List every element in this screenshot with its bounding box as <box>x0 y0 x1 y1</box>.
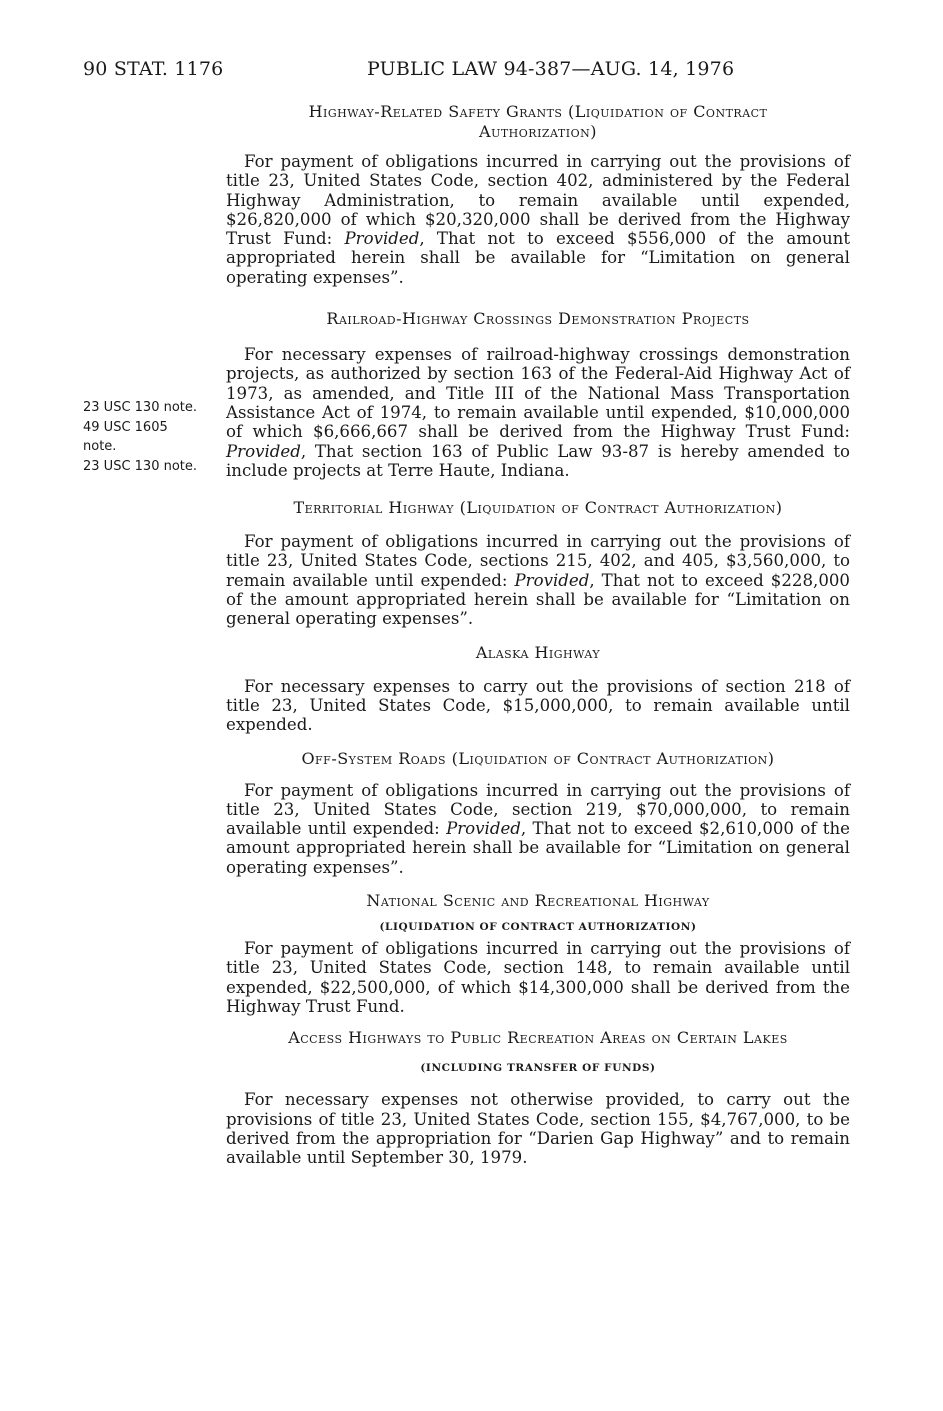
section-off-system-roads <box>226 749 850 877</box>
section-subheading: (LIQUIDATION OF CONTRACT AUTHORIZATION) <box>379 921 697 934</box>
section-railroad-highway-crossings <box>226 309 850 480</box>
section-paragraph: For payment of obligations incurred in carrying out the provisions of title 23, United States Code, sections 215, 402, and 405, $3,560,000, to remain available until expended: Provided, That not to exceed $228,000 of the amount appropriated herein shall be available for “Limitation on general operating expenses”. <box>226 532 850 629</box>
public-law-header: PUBLIC LAW 94-387—AUG. 14, 1976 <box>367 58 735 80</box>
section-heading: Alaska Highway <box>475 642 601 662</box>
section-paragraph: For necessary expenses not otherwise provided, to carry out the provisions of title 23, United States Code, section 155, $4,767,000, to be derived from the appropriation for “Darien Gap Highway” and to remain available until September 30, 1979. <box>226 1090 850 1168</box>
section-highway-related-safety-grants <box>226 102 850 287</box>
section-heading: Territorial Highway (Liquidation of Contract Authorization) <box>293 498 783 518</box>
section-heading: Access Highways to Public Recreation Areas on Certain Lakes <box>288 1028 788 1048</box>
page-stat-reference: 90 STAT. 1176 <box>83 58 224 80</box>
section-paragraph: For payment of obligations incurred in carrying out the provisions of title 23, United States Code, section 148, to remain available until expended, $22,500,000, of which $14,300,000 shall be derived from the Highway Trust Fund. <box>226 939 850 1016</box>
margin-note: 23 USC 130 note. <box>83 458 198 474</box>
section-heading: Railroad-Highway Crossings Demonstration Projects <box>326 309 750 329</box>
margin-note: 23 USC 130 note. <box>83 400 198 415</box>
section-territorial-highway <box>226 498 850 628</box>
section-paragraph: For necessary expenses to carry out the provisions of section 218 of title 23, United States Code, $15,000,000, to remain available until expended. <box>226 676 850 735</box>
section-heading: Off-System Roads (Liquidation of Contract Authorization) <box>301 748 775 768</box>
section-access-highways <box>226 1028 850 1167</box>
document-body <box>226 102 850 1167</box>
section-paragraph: For necessary expenses of railroad-highway crossings demonstration projects, as authorized by section 163 of the Federal-Aid Highway Act of 1973, as amended, and Title III of the National Mass Transportation Assistance Act of 1974, to remain available until expended, $10,000,000 of which $6,666,667 shall be derived from the Highway Trust Fund: Provided, That section 163 of Public Law 93-87 is hereby amended to include projects at Terre Haute, Indiana. <box>226 345 850 480</box>
section-subheading: (INCLUDING TRANSFER OF FUNDS) <box>420 1062 656 1075</box>
margin-notes <box>83 398 223 476</box>
margin-note: note. <box>83 439 117 454</box>
section-heading: National Scenic and Recreational Highway <box>366 891 710 911</box>
section-paragraph: For payment of obligations incurred in carrying out the provisions of title 23, United States Code, section 219, $70,000,000, to remain available until expended: Provided, That not to exceed $2,610,000 of the amount appropriated herein shall be available for “Limitation on general operating expenses”. <box>226 780 850 877</box>
section-alaska-highway <box>226 643 850 735</box>
section-heading: Highway-Related Safety Grants (Liquidation of Contract Authorization) <box>308 102 768 141</box>
section-paragraph: For payment of obligations incurred in carrying out the provisions of title 23, United States Code, section 402, administered by the Federal Highway Administration, to remain available until expended, $26,820,000 of which $20,320,000 shall be derived from the Highway Trust Fund: Provided, That not to exceed $556,000 of the amount appropriated herein shall be available for “Limitation on general operating expenses”. <box>226 152 850 287</box>
section-national-scenic-highway <box>226 891 850 1016</box>
margin-note: 49 USC 1605 <box>83 419 168 435</box>
